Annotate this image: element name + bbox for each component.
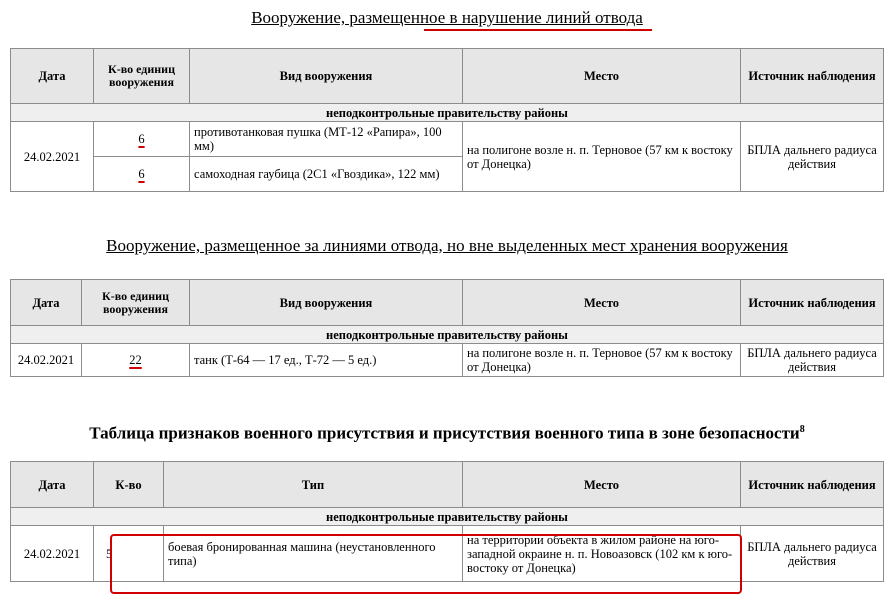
highlight-box bbox=[110, 534, 742, 594]
qty-cell: 5 bbox=[94, 526, 164, 582]
header-date: Дата bbox=[11, 49, 94, 104]
qty-cell bbox=[94, 157, 190, 192]
header-weapon-type: Вид вооружения bbox=[190, 49, 463, 104]
subheader: неподконтрольные правительству районы bbox=[11, 508, 884, 526]
date-cell: 24.02.2021 bbox=[11, 122, 94, 192]
place-cell: на территории объекта в жилом районе на юго-западной окраине н. п. Новоазовск (102 км к юго-востоку от Донецка) bbox=[463, 526, 741, 582]
qty-value: 6 bbox=[138, 132, 145, 146]
qty-cell bbox=[82, 344, 190, 377]
header-place: Место bbox=[463, 462, 741, 508]
header-source: Источник наблюдения bbox=[741, 280, 884, 326]
table-section-2 bbox=[10, 279, 884, 377]
weapon-type-cell: противотанковая пушка (МТ-12 «Рапира», 100 мм) bbox=[190, 122, 463, 157]
header-qty: К-во bbox=[94, 462, 164, 508]
header-source: Источник наблюдения bbox=[741, 49, 884, 104]
source-cell: БПЛА дальнего радиуса действия bbox=[741, 344, 884, 377]
header-qty: К-во единиц вооружения bbox=[82, 280, 190, 326]
header-date: Дата bbox=[11, 462, 94, 508]
source-cell: БПЛА дальнего радиуса действия bbox=[741, 526, 884, 582]
red-underline-mark bbox=[424, 29, 652, 31]
weapon-type-cell: танк (Т-64 — 17 ед., Т-72 — 5 ед.) bbox=[190, 344, 463, 377]
table-section-1 bbox=[10, 48, 884, 192]
header-qty: К-во единиц вооружения bbox=[94, 49, 190, 104]
header-place: Место bbox=[463, 49, 741, 104]
subheader: неподконтрольные правительству районы bbox=[11, 326, 884, 344]
source-cell: БПЛА дальнего радиуса действия bbox=[741, 122, 884, 192]
section-1-title: Вооружение, размещенное в нарушение линий отвода bbox=[251, 8, 643, 27]
place-cell: на полигоне возле н. п. Терновое (57 км к востоку от Донецка) bbox=[463, 122, 741, 192]
date-cell: 24.02.2021 bbox=[11, 344, 82, 377]
header-place: Место bbox=[463, 280, 741, 326]
qty-value: 6 bbox=[138, 167, 145, 181]
header-type: Тип bbox=[164, 462, 463, 508]
weapon-type-cell: самоходная гаубица (2С1 «Гвоздика», 122 мм) bbox=[190, 157, 463, 192]
section-2-title: Вооружение, размещенное за линиями отвода, но вне выделенных мест хранения вооружения bbox=[106, 236, 788, 255]
footnote-marker: 8 bbox=[799, 424, 805, 435]
header-date: Дата bbox=[11, 280, 82, 326]
type-cell: боевая бронированная машина (неустановленного типа) bbox=[164, 526, 463, 582]
subheader: неподконтрольные правительству районы bbox=[11, 104, 884, 122]
qty-cell bbox=[94, 122, 190, 157]
date-cell: 24.02.2021 bbox=[11, 526, 94, 582]
header-weapon-type: Вид вооружения bbox=[190, 280, 463, 326]
qty-value: 22 bbox=[129, 353, 142, 367]
section-3-title bbox=[0, 420, 894, 444]
header-source: Источник наблюдения bbox=[741, 462, 884, 508]
section-3-title-text: Таблица признаков военного присутствия и присутствия военного типа в зоне безопасности bbox=[89, 423, 800, 443]
place-cell: на полигоне возле н. п. Терновое (57 км к востоку от Донецка) bbox=[463, 344, 741, 377]
